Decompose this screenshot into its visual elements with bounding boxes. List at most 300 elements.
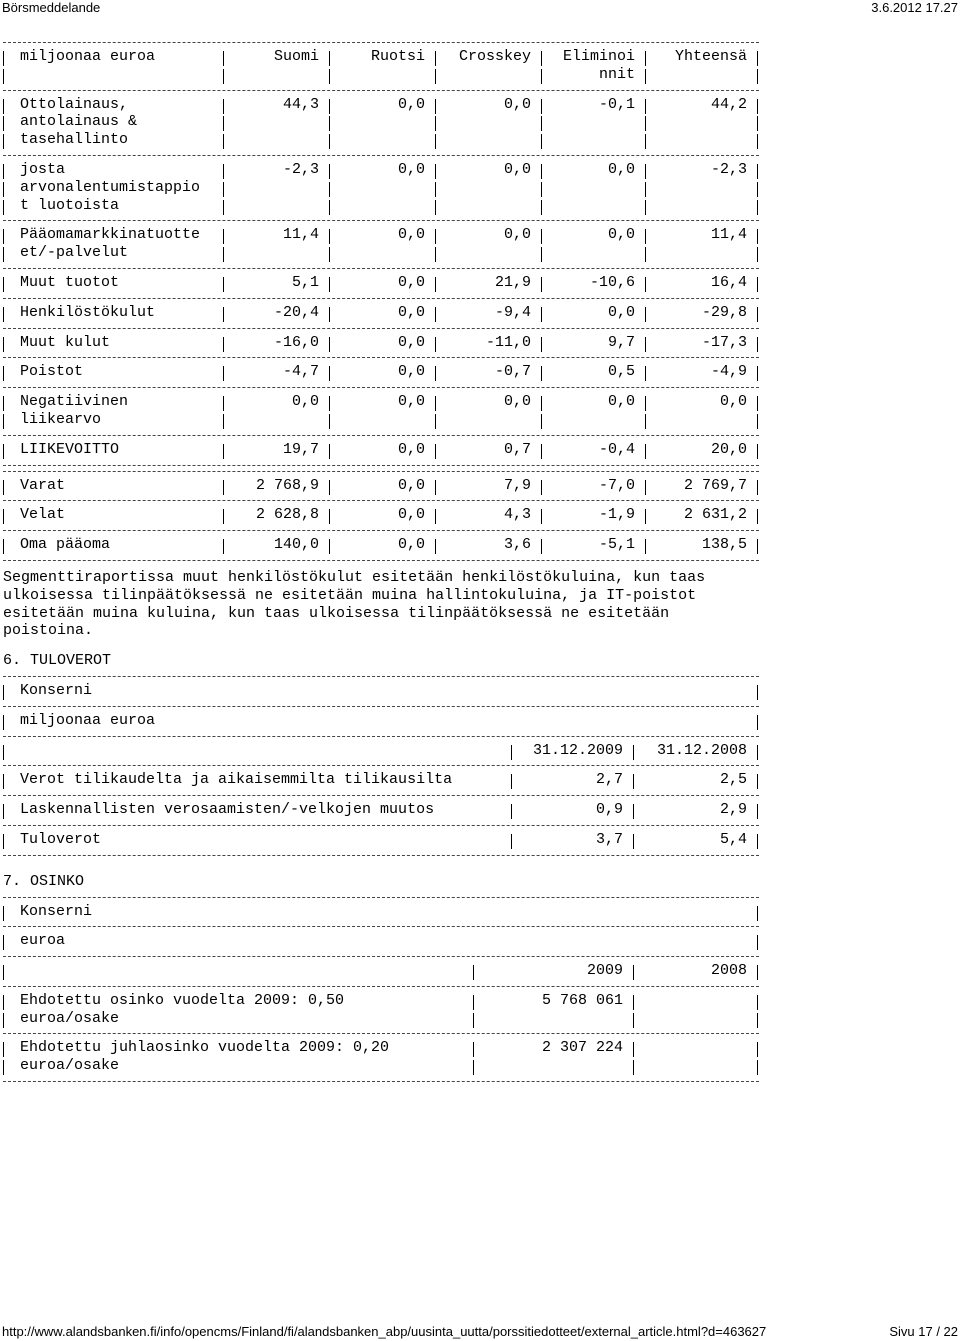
cell-border <box>757 134 758 149</box>
cell-border <box>223 182 224 197</box>
table-row <box>3 363 959 387</box>
cell-value: -20,4 <box>273 303 319 321</box>
cell-border <box>541 229 542 244</box>
cell-value: 140,0 <box>273 536 319 554</box>
cell-border <box>3 965 4 980</box>
cell-value: -9,4 <box>494 303 531 321</box>
cell-value: 0,0 <box>397 536 425 554</box>
cell-border <box>435 539 436 554</box>
cell-border <box>473 995 474 1010</box>
cell-border <box>541 164 542 179</box>
cell-value: 3,6 <box>503 536 531 554</box>
cell-value: -4,9 <box>710 363 747 381</box>
cell-border <box>3 1042 4 1057</box>
cell-value: 0,0 <box>607 393 635 411</box>
cell-border <box>223 99 224 114</box>
cell-border <box>757 200 758 215</box>
cell-border <box>435 200 436 215</box>
cell-border <box>541 99 542 114</box>
table-row <box>3 226 959 268</box>
cell-value: Crosskey <box>458 48 531 65</box>
row-label: Negatiivinen liikearvo <box>20 393 129 428</box>
cell-border <box>757 1013 758 1028</box>
table-row <box>3 536 959 560</box>
cell-border <box>541 307 542 322</box>
cell-value: -0,7 <box>494 363 531 381</box>
cell-border <box>757 965 758 980</box>
document-type: Börsmeddelande <box>2 0 101 15</box>
table-header-row <box>3 742 959 766</box>
cell-border <box>633 1060 634 1075</box>
row-label: josta arvonalentumistappio t luotoista <box>20 160 201 214</box>
cell-border <box>223 200 224 215</box>
cell-value: 2 769,7 <box>683 476 747 494</box>
row-label: Varat <box>20 476 66 494</box>
cell-border <box>633 1013 634 1028</box>
cell-border <box>645 247 646 262</box>
cell-value: -11,0 <box>485 333 531 351</box>
table-row <box>3 441 959 465</box>
cell-border <box>3 995 4 1010</box>
cell-border <box>329 277 330 292</box>
cell-border <box>645 69 646 84</box>
cell-value: 0,0 <box>397 440 425 458</box>
cell-border <box>329 200 330 215</box>
cell-border <box>223 539 224 554</box>
cell-value: 0,0 <box>503 95 531 113</box>
segment-note: Segmenttiraportissa muut henkilöstökulut esitetään henkilöstökuluina, kun taas ulkoisessa tilinpäätöksessä ne esitetään muina hallintokuluina, ja IT-poistot esitetään muina kuluina, kun taas ulkoisessa tilinpäätöksessä ne esitetään poistoina. <box>3 568 715 640</box>
cell-value: -4,7 <box>282 363 319 381</box>
cell-border <box>473 965 474 980</box>
cell-border <box>329 539 330 554</box>
page-number: Sivu 17 / 22 <box>889 1324 958 1339</box>
cell-border <box>757 164 758 179</box>
cell-value: Yhteensä <box>674 48 747 65</box>
cell-value: 138,5 <box>701 536 747 554</box>
cell-border <box>435 277 436 292</box>
cell-value: 2 628,8 <box>255 506 319 524</box>
cell-border <box>3 774 4 789</box>
cell-border <box>223 337 224 352</box>
section-heading: 7. OSINKO <box>3 872 85 890</box>
row-label: Muut kulut <box>20 333 111 351</box>
cell-border <box>757 182 758 197</box>
cell-border <box>223 509 224 524</box>
cell-border <box>757 307 758 322</box>
cell-border <box>329 69 330 84</box>
table-unit-row <box>3 932 959 956</box>
cell-border <box>3 1060 4 1075</box>
cell-border <box>435 337 436 352</box>
cell-value: -16,0 <box>273 333 319 351</box>
row-label: Ottolainaus, antolainaus & tasehallinto <box>20 95 138 149</box>
cell-border <box>633 745 634 760</box>
cell-value: -29,8 <box>701 303 747 321</box>
row-label: Henkilöstökulut <box>20 303 156 321</box>
cell-border <box>645 164 646 179</box>
cell-border <box>329 99 330 114</box>
cell-border <box>3 182 4 197</box>
cell-border <box>757 414 758 429</box>
cell-value: 2,5 <box>719 771 747 789</box>
cell-value: -0,4 <box>598 440 635 458</box>
cell-value: 4,3 <box>503 506 531 524</box>
table-unit-row <box>3 712 959 736</box>
cell-border <box>3 539 4 554</box>
cell-border <box>511 804 512 819</box>
cell-border <box>757 247 758 262</box>
source-url: http://www.alandsbanken.fi/info/opencms/Finland/fi/alandsbanken_abp/uusinta_uutta/porssitiedotteet/external_article.html?d=463627 <box>2 1324 767 1339</box>
cell-border <box>435 247 436 262</box>
table-row <box>3 334 959 358</box>
cell-border <box>3 685 4 700</box>
cell-border <box>757 906 758 921</box>
cell-border <box>645 366 646 381</box>
cell-border <box>3 134 4 149</box>
cell-border <box>435 307 436 322</box>
table-row <box>3 274 959 298</box>
cell-border <box>633 995 634 1010</box>
cell-value: 0,0 <box>397 333 425 351</box>
cell-border <box>435 116 436 131</box>
cell-border <box>435 509 436 524</box>
cell-value: 2 768,9 <box>255 476 319 494</box>
cell-border <box>757 745 758 760</box>
cell-value: Ruotsi <box>370 48 425 65</box>
cell-value: 21,9 <box>494 273 531 291</box>
cell-border <box>511 774 512 789</box>
table-row <box>3 96 959 155</box>
cell-value: -1,9 <box>598 506 635 524</box>
print-timestamp: 3.6.2012 17.27 <box>871 0 958 15</box>
cell-value: 2008 <box>710 962 747 980</box>
table-separator <box>3 1081 759 1087</box>
cell-border <box>3 906 4 921</box>
cell-border <box>3 51 4 66</box>
cell-border <box>541 51 542 66</box>
cell-border <box>473 1042 474 1057</box>
cell-border <box>3 935 4 950</box>
cell-border <box>541 277 542 292</box>
cell-value: 0,0 <box>397 95 425 113</box>
cell-border <box>757 51 758 66</box>
table-row <box>3 393 959 435</box>
cell-border <box>329 164 330 179</box>
cell-border <box>223 480 224 495</box>
table-row <box>3 771 959 795</box>
cell-value: 2,7 <box>595 771 623 789</box>
cell-value: 0,0 <box>397 393 425 411</box>
page-header <box>0 0 960 16</box>
cell-border <box>645 134 646 149</box>
row-label: Muut tuotot <box>20 273 120 291</box>
cell-border <box>329 307 330 322</box>
cell-border <box>223 134 224 149</box>
table-row <box>3 506 959 530</box>
cell-value: 31.12.2008 <box>656 741 747 759</box>
cell-border <box>541 134 542 149</box>
cell-border <box>329 182 330 197</box>
cell-value: 0,0 <box>397 476 425 494</box>
cell-border <box>3 715 4 730</box>
cell-border <box>541 182 542 197</box>
table-row <box>3 1039 959 1081</box>
cell-border <box>435 444 436 459</box>
cell-border <box>757 685 758 700</box>
document-body <box>3 42 959 1087</box>
cell-border <box>757 229 758 244</box>
row-label: Velat <box>20 506 66 524</box>
table-row <box>3 831 959 855</box>
cell-value: -7,0 <box>598 476 635 494</box>
cell-border <box>757 995 758 1010</box>
cell-border <box>541 116 542 131</box>
cell-border <box>435 164 436 179</box>
cell-value: 2009 <box>586 962 623 980</box>
row-label: Ehdotettu osinko vuodelta 2009: 0,50 euroa/osake <box>20 991 345 1027</box>
cell-border <box>3 247 4 262</box>
cell-value: -0,1 <box>598 95 635 113</box>
cell-border <box>3 366 4 381</box>
cell-border <box>541 337 542 352</box>
cell-border <box>757 480 758 495</box>
cell-border <box>757 804 758 819</box>
cell-border <box>3 834 4 849</box>
cell-border <box>645 480 646 495</box>
cell-border <box>757 1060 758 1075</box>
cell-border <box>223 414 224 429</box>
cell-value: 0,9 <box>595 801 623 819</box>
cell-border <box>645 307 646 322</box>
cell-border <box>645 509 646 524</box>
cell-border <box>3 200 4 215</box>
cell-value: 2 307 224 <box>541 1039 623 1057</box>
cell-border <box>511 745 512 760</box>
cell-border <box>757 337 758 352</box>
cell-border <box>435 480 436 495</box>
cell-border <box>645 337 646 352</box>
cell-border <box>757 116 758 131</box>
cell-border <box>329 337 330 352</box>
cell-border <box>223 229 224 244</box>
row-label: miljoonaa euroa <box>20 711 156 729</box>
cell-value: -2,3 <box>282 160 319 178</box>
cell-value: 0,0 <box>607 160 635 178</box>
cell-value: 0,7 <box>503 440 531 458</box>
cell-border <box>329 396 330 411</box>
cell-border <box>3 480 4 495</box>
cell-border <box>645 396 646 411</box>
cell-value: 2 631,2 <box>683 506 747 524</box>
cell-border <box>329 116 330 131</box>
cell-border <box>541 396 542 411</box>
cell-value: 0,0 <box>719 393 747 411</box>
cell-border <box>633 834 634 849</box>
cell-border <box>223 277 224 292</box>
row-label: Verot tilikaudelta ja aikaisemmilta tilikausilta <box>20 771 453 789</box>
cell-border <box>329 509 330 524</box>
cell-border <box>645 51 646 66</box>
cell-value: 44,3 <box>282 95 319 113</box>
table-header-row <box>3 48 959 90</box>
table-row <box>3 477 959 501</box>
cell-border <box>329 51 330 66</box>
cell-border <box>3 1013 4 1028</box>
cell-value: 20,0 <box>710 440 747 458</box>
cell-border <box>329 229 330 244</box>
cell-border <box>329 366 330 381</box>
cell-value: 31.12.2009 <box>532 741 623 759</box>
cell-value: 5,4 <box>719 830 747 848</box>
cell-border <box>3 99 4 114</box>
row-label: LIIKEVOITTO <box>20 440 120 458</box>
row-label: Laskennallisten verosaamisten/-velkojen muutos <box>20 801 435 819</box>
cell-border <box>223 307 224 322</box>
cell-value: 19,7 <box>282 440 319 458</box>
cell-border <box>223 444 224 459</box>
cell-border <box>757 774 758 789</box>
table-title-row <box>3 682 959 706</box>
cell-border <box>329 480 330 495</box>
cell-border <box>329 247 330 262</box>
cell-border <box>633 965 634 980</box>
cell-border <box>757 396 758 411</box>
cell-value: 5,1 <box>291 273 319 291</box>
cell-value: -5,1 <box>598 536 635 554</box>
cell-border <box>435 99 436 114</box>
table-title-row <box>3 903 959 927</box>
cell-value: 11,4 <box>282 226 319 244</box>
cell-value: -10,6 <box>589 273 635 291</box>
cell-value: 0,0 <box>397 303 425 321</box>
cell-border <box>3 164 4 179</box>
cell-value: 0,0 <box>607 226 635 244</box>
cell-border <box>541 366 542 381</box>
cell-border <box>223 366 224 381</box>
cell-border <box>757 834 758 849</box>
table-row <box>3 161 959 220</box>
cell-border <box>633 774 634 789</box>
cell-border <box>541 69 542 84</box>
cell-border <box>541 200 542 215</box>
cell-border <box>223 396 224 411</box>
cell-border <box>435 366 436 381</box>
cell-border <box>645 277 646 292</box>
cell-border <box>3 396 4 411</box>
cell-border <box>223 51 224 66</box>
cell-border <box>511 834 512 849</box>
cell-value: 44,2 <box>710 95 747 113</box>
cell-border <box>223 116 224 131</box>
row-label: Oma pääoma <box>20 536 111 554</box>
cell-value: 3,7 <box>595 830 623 848</box>
cell-border <box>757 539 758 554</box>
cell-border <box>541 414 542 429</box>
cell-border <box>541 509 542 524</box>
cell-border <box>3 414 4 429</box>
cell-border <box>541 480 542 495</box>
cell-value: 0,0 <box>607 303 635 321</box>
cell-value: 5 768 061 <box>541 991 623 1009</box>
cell-value: 0,0 <box>397 273 425 291</box>
cell-border <box>3 745 4 760</box>
cell-border <box>435 134 436 149</box>
cell-border <box>757 935 758 950</box>
cell-border <box>645 182 646 197</box>
cell-border <box>3 116 4 131</box>
cell-value: 0,5 <box>607 363 635 381</box>
cell-border <box>645 200 646 215</box>
cell-value: -2,3 <box>710 160 747 178</box>
cell-border <box>223 247 224 262</box>
cell-border <box>435 69 436 84</box>
cell-border <box>633 804 634 819</box>
cell-border <box>757 366 758 381</box>
cell-border <box>435 396 436 411</box>
cell-value: 0,0 <box>397 506 425 524</box>
cell-border <box>757 715 758 730</box>
cell-value: 7,9 <box>503 476 531 494</box>
row-label: euroa <box>20 932 66 950</box>
row-label: Ehdotettu juhlaosinko vuodelta 2009: 0,20 euroa/osake <box>20 1039 390 1075</box>
row-label: Tuloverot <box>20 830 102 848</box>
cell-border <box>645 116 646 131</box>
cell-border <box>645 414 646 429</box>
cell-border <box>435 182 436 197</box>
cell-border <box>3 804 4 819</box>
cell-border <box>757 1042 758 1057</box>
row-label: Konserni <box>20 681 93 699</box>
table-row <box>3 992 959 1034</box>
cell-border <box>757 99 758 114</box>
cell-border <box>757 444 758 459</box>
cell-border <box>329 414 330 429</box>
cell-border <box>473 1060 474 1075</box>
cell-border <box>3 307 4 322</box>
cell-value: 0,0 <box>397 160 425 178</box>
cell-border <box>757 69 758 84</box>
cell-border <box>757 509 758 524</box>
cell-value: -17,3 <box>701 333 747 351</box>
cell-border <box>645 229 646 244</box>
cell-border <box>223 69 224 84</box>
table-row <box>3 304 959 328</box>
cell-border <box>645 99 646 114</box>
cell-border <box>329 444 330 459</box>
row-label: Pääomamarkkinatuotte et/-palvelut <box>20 226 201 262</box>
row-label: miljoonaa euroa <box>20 48 156 65</box>
section-heading: 6. TULOVEROT <box>3 652 112 670</box>
table-header-row <box>3 962 959 986</box>
cell-border <box>541 539 542 554</box>
cell-border <box>3 69 4 84</box>
cell-value: 0,0 <box>397 363 425 381</box>
cell-border <box>3 509 4 524</box>
cell-value: 0,0 <box>503 160 531 178</box>
cell-border <box>541 247 542 262</box>
cell-border <box>645 539 646 554</box>
cell-border <box>3 229 4 244</box>
cell-value: 0,0 <box>503 393 531 411</box>
cell-value: 0,0 <box>503 226 531 244</box>
cell-border <box>3 444 4 459</box>
cell-border <box>3 277 4 292</box>
cell-value: Eliminoi nnit <box>562 48 635 83</box>
cell-value: 16,4 <box>710 273 747 291</box>
cell-value: 2,9 <box>719 801 747 819</box>
cell-border <box>435 229 436 244</box>
cell-border <box>645 444 646 459</box>
